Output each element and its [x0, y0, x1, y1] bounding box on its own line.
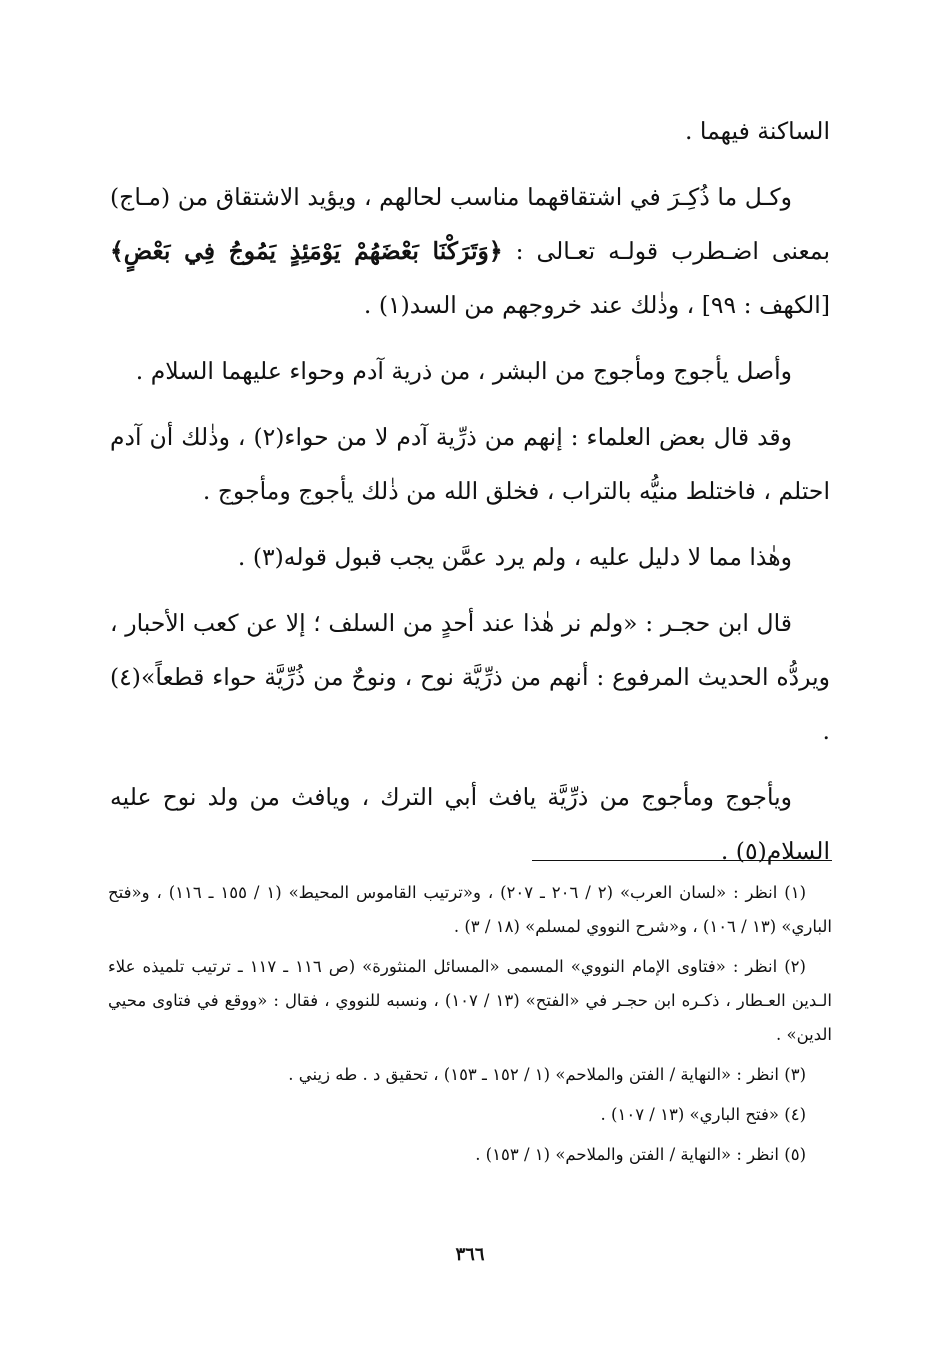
paragraph-6: قال ابن حجـر : «ولم نر هٰذا عند أحدٍ من السلف ؛ إلا عن كعب الأحبار ، ويردُّه الحديث المرفوع : أنهم من ذرِّيَّة نوح ، ونوحٌ من ذُرِّيَّة حواء قطعاً»(٤) . — [110, 609, 830, 745]
paragraph-2-lead: وكـل ما ذُكِـرَ في اشتقاقهما مناسب لحالهم ، ويؤيد الاشتقاق من (مـاج) بمعنى اضـطرب قولـه تعـالى : — [110, 183, 830, 265]
paragraph-7: ويأجوج ومأجوج من ذرِّيَّة يافث أبي الترك ، ويافث من ولد نوح عليه السلام(٥) . — [110, 783, 830, 865]
footnote-2: (٢) انظر : «فتاوى الإمام النووي» المسمى «المسائل المنثورة» (ص ١١٦ ـ ١١٧ ـ ترتيب تلميذه علاء الـدين العـطار ، ذكـره ابن حجـر في «الفتح» (١٣ / ١٠٧) ، ونسبه للنووي ، فقال : «ووقع في فتاوى محيي الدين» . — [108, 957, 832, 1044]
paragraph-2 — [110, 170, 830, 332]
quran-verse: ﴿وَتَرَكْنَا بَعْضَهُمْ يَوْمَئِذٍ يَمُوجُ فِي بَعْضٍ﴾ — [110, 237, 503, 265]
footnote-1: (١) انظر : «لسان العرب» (٢ / ٢٠٦ ـ ٢٠٧) ، و«ترتيب القاموس المحيط» (١ / ١٥٥ ـ ١١٦) ، و«فتح الباري» (١٣ / ١٠٦) ، و«شرح النووي لمسلم» (١٨ / ٣) . — [108, 883, 832, 936]
paragraph-3: وأصل يأجوج ومأجوج من البشر ، من ذرية آدم وحواء عليهما السلام . — [135, 357, 792, 385]
page-number: ٣٦٦ — [455, 1244, 485, 1265]
verse-reference: [الكهف : ٩٩] ، وذٰلك عند خروجهم من السد(١) . — [363, 291, 830, 319]
paragraph-5: وهٰذا مما لا دليل عليه ، ولم يرد عمَّن يجب قبول قوله(٣) . — [237, 543, 792, 571]
paragraph-4: وقد قال بعض العلماء : إنهم من ذرِّية آدم لا من حواء(٢) ، وذٰلك أن آدم احتلم ، فاختلط منيُّه بالتراب ، فخلق الله من ذٰلك يأجوج ومأجوج . — [110, 423, 830, 505]
footnote-separator — [532, 860, 832, 861]
paragraph-1: الساكنة فيهما . — [684, 117, 830, 145]
main-text — [110, 104, 830, 890]
footnotes — [108, 876, 832, 1178]
footnote-4: (٤) «فتح الباري» (١٣ / ١٠٧) . — [600, 1105, 806, 1124]
footnote-5: (٥) انظر : «النهاية / الفتن والملاحم» (١ / ١٥٣) . — [475, 1145, 806, 1164]
footnote-3: (٣) انظر : «النهاية / الفتن والملاحم» (١ / ١٥٢ ـ ١٥٣) ، تحقيق د . طه زيني . — [288, 1065, 806, 1084]
